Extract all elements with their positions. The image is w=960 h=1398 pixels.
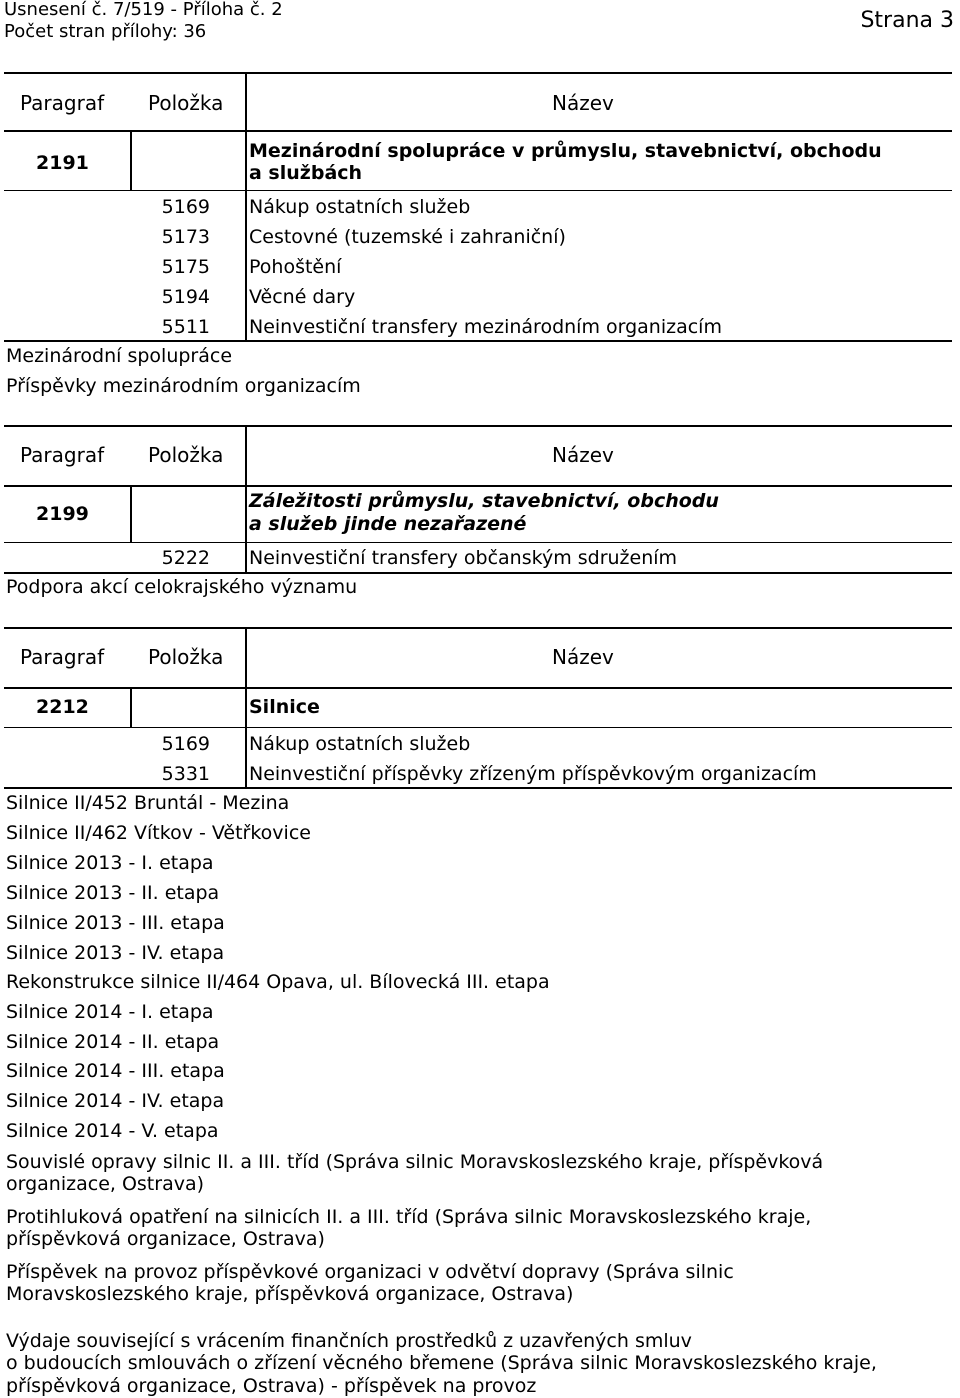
page-number: Strana 3: [860, 8, 954, 33]
header-bottom-border: [4, 130, 952, 132]
col-header-polozka: Položka: [148, 645, 224, 669]
section-note: Mezinárodní spolupráce: [6, 345, 233, 367]
paragraf-code: 2191: [36, 152, 89, 174]
polozka-name: Pohoštění: [249, 256, 342, 278]
section-note-long-cont: o budoucích smlouvách o zřízení věcného břemene (Správa silnic Moravskoslezského kraje,: [6, 1352, 877, 1374]
section-title-cont: a služeb jinde nezařazené: [249, 513, 527, 535]
polozka-name: Cestovné (tuzemské i zahraniční): [249, 226, 566, 248]
col-header-nazev: Název: [552, 645, 614, 669]
section-note: Rekonstrukce silnice II/464 Opava, ul. Bílovecká III. etapa: [6, 971, 550, 993]
polozka-code: 5331: [161, 763, 210, 785]
section-note-long: Protihluková opatření na silnicích II. a III. tříd (Správa silnic Moravskoslezského kraje,: [6, 1206, 812, 1228]
header-divider: [245, 425, 247, 485]
table-top-border: [4, 425, 952, 427]
section-note: Silnice II/462 Vítkov - Větřkovice: [6, 822, 311, 844]
section-note-long-cont: Moravskoslezského kraje, příspěvková organizace, Ostrava): [6, 1283, 574, 1305]
col-header-polozka: Položka: [148, 443, 224, 467]
section-note: Silnice 2014 - IV. etapa: [6, 1090, 225, 1112]
header-divider: [245, 627, 247, 687]
polozka-code: 5169: [161, 733, 210, 755]
section-title: Mezinárodní spolupráce v průmyslu, stavebnictví, obchodu: [249, 140, 882, 162]
section-title-cont: a službách: [249, 162, 363, 184]
nazev-divider: [245, 130, 247, 340]
polozka-name: Neinvestiční transfery mezinárodním organizacím: [249, 316, 722, 338]
paragraf-divider: [130, 130, 132, 190]
header-bottom-border: [4, 485, 952, 487]
polozka-code: 5511: [161, 316, 210, 338]
paragraf-code: 2212: [36, 696, 89, 718]
section-note: Silnice 2014 - II. etapa: [6, 1031, 220, 1053]
col-header-paragraf: Paragraf: [20, 645, 105, 669]
polozka-name: Věcné dary: [249, 286, 356, 308]
col-header-nazev: Název: [552, 443, 614, 467]
section-bottom-border: [4, 572, 952, 574]
page-count: Počet stran přílohy: 36: [4, 21, 207, 42]
section-note: Silnice II/452 Bruntál - Mezina: [6, 792, 290, 814]
polozka-code: 5222: [161, 547, 210, 569]
col-header-paragraf: Paragraf: [20, 91, 105, 115]
section-note: Silnice 2014 - I. etapa: [6, 1001, 214, 1023]
paragraf-divider: [130, 687, 132, 727]
polozka-name: Nákup ostatních služeb: [249, 733, 471, 755]
section-note-long: Souvislé opravy silnic II. a III. tříd (Správa silnic Moravskoslezského kraje, příspěvková: [6, 1151, 824, 1173]
polozka-name: Neinvestiční transfery občanským sdružením: [249, 547, 678, 569]
row-border: [4, 190, 952, 191]
polozka-name: Neinvestiční příspěvky zřízeným příspěvkovým organizacím: [249, 763, 817, 785]
section-note: Silnice 2013 - II. etapa: [6, 882, 220, 904]
table-top-border: [4, 627, 952, 629]
section-note: Silnice 2013 - III. etapa: [6, 912, 225, 934]
row-border: [4, 727, 952, 728]
section-note: Podpora akcí celokrajského významu: [6, 576, 358, 598]
section-note-long-cont: příspěvková organizace, Ostrava): [6, 1228, 325, 1250]
paragraf-divider: [130, 485, 132, 542]
section-note-long: Výdaje související s vrácením finančních prostředků z uzavřených smluv: [6, 1330, 692, 1352]
section-title: Silnice: [249, 696, 320, 718]
section-bottom-border: [4, 340, 952, 342]
polozka-name: Nákup ostatních služeb: [249, 196, 471, 218]
header-divider: [245, 72, 247, 130]
section-title: Záležitosti průmyslu, stavebnictví, obchodu: [249, 490, 719, 512]
polozka-code: 5173: [161, 226, 210, 248]
polozka-code: 5169: [161, 196, 210, 218]
table-top-border: [4, 72, 952, 74]
document-reference: Usnesení č. 7/519 - Příloha č. 2: [4, 0, 283, 20]
polozka-code: 5175: [161, 256, 210, 278]
header-bottom-border: [4, 687, 952, 689]
col-header-nazev: Název: [552, 91, 614, 115]
section-note: Silnice 2014 - III. etapa: [6, 1060, 225, 1082]
section-note: Silnice 2013 - I. etapa: [6, 852, 214, 874]
section-note-long-cont: příspěvková organizace, Ostrava) - příspěvek na provoz: [6, 1375, 537, 1397]
section-note: Příspěvky mezinárodním organizacím: [6, 375, 361, 397]
paragraf-code: 2199: [36, 503, 89, 525]
section-note: Silnice 2014 - V. etapa: [6, 1120, 219, 1142]
col-header-paragraf: Paragraf: [20, 443, 105, 467]
polozka-code: 5194: [161, 286, 210, 308]
section-bottom-border: [4, 787, 952, 789]
col-header-polozka: Položka: [148, 91, 224, 115]
nazev-divider: [245, 485, 247, 572]
nazev-divider: [245, 687, 247, 787]
row-border: [4, 542, 952, 543]
section-note-long: Příspěvek na provoz příspěvkové organizaci v odvětví dopravy (Správa silnic: [6, 1261, 734, 1283]
section-note-long-cont: organizace, Ostrava): [6, 1173, 205, 1195]
section-note: Silnice 2013 - IV. etapa: [6, 942, 225, 964]
